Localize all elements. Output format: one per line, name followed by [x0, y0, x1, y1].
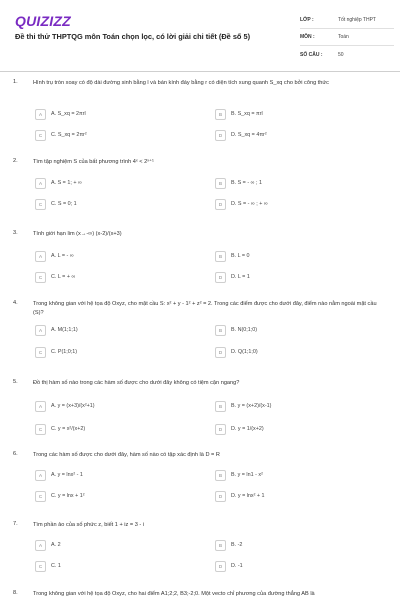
meta-value: 50: [338, 51, 344, 58]
option-text: C. y = x²/(x+2): [51, 426, 86, 432]
option-letter: A: [35, 178, 46, 189]
option-c[interactable]: [35, 422, 205, 436]
option-letter: C: [35, 130, 46, 141]
option-text: A. M(1;1;1): [51, 327, 78, 333]
option-a[interactable]: [35, 323, 205, 337]
meta-row-class: [300, 12, 394, 29]
option-text: C. P(1;0;1): [51, 349, 78, 355]
quizizz-logo: QUIZIZZ: [15, 13, 71, 29]
option-a[interactable]: [35, 249, 205, 263]
option-a[interactable]: [35, 176, 205, 190]
option-a[interactable]: [35, 538, 205, 552]
option-letter: D: [215, 424, 226, 435]
option-letter: D: [215, 491, 226, 502]
option-b[interactable]: [215, 468, 385, 482]
option-letter: B: [215, 109, 226, 120]
option-text: B. N(0;1;0): [231, 327, 258, 333]
option-letter: B: [215, 401, 226, 412]
question-text: Trong không gian với hệ tọa độ Oxyz, cho hai điểm A1;2;2, B3;-2;0. Một vecto chỉ phương của đường thẳng AB là: [33, 591, 315, 597]
option-letter: D: [215, 130, 226, 141]
option-letter: A: [35, 251, 46, 262]
document-title: Đề thi thử THPTQG môn Toán chọn lọc, có lời giải chi tiết (Đề số 5): [15, 32, 251, 41]
option-text: A. y = (x+3)/(x²+1): [51, 403, 95, 409]
option-text: D. -1: [231, 563, 243, 569]
option-text: B. S_xq = πrl: [231, 111, 263, 117]
question-number: 5.: [13, 379, 18, 385]
option-letter: B: [215, 470, 226, 481]
option-letter: D: [215, 199, 226, 210]
question-number: 8.: [13, 590, 18, 596]
question-text: Tìm tập nghiệm S của bất phương trình 4ˣ < 2ˣ⁺¹: [33, 159, 154, 165]
option-letter: A: [35, 325, 46, 336]
question-number: 3.: [13, 230, 18, 236]
option-text: D. y = 1/(x+2): [231, 426, 264, 432]
option-text: B. y = ln1 - x²: [231, 472, 263, 478]
option-letter: D: [215, 561, 226, 572]
option-letter: A: [35, 109, 46, 120]
option-b[interactable]: [215, 107, 385, 121]
option-text: C. S_xq = 2πr²: [51, 132, 87, 138]
option-a[interactable]: [35, 399, 205, 413]
option-a[interactable]: [35, 107, 205, 121]
question-text: Trong các hàm số được cho dưới đây, hàm số nào có tập xác định là D = R: [33, 452, 220, 458]
option-letter: B: [215, 178, 226, 189]
option-d[interactable]: [215, 489, 385, 503]
option-letter: C: [35, 199, 46, 210]
meta-value: Toán: [338, 34, 349, 40]
option-letter: D: [215, 272, 226, 283]
question-number: 6.: [13, 451, 18, 457]
option-text: D. y = lnx² + 1: [231, 493, 265, 499]
option-text: C. S = 0; 1: [51, 201, 77, 207]
question-text: Trong không gian với hệ tọa độ Oxyz, cho mặt cầu S: x² + y - 1² + z² = 2. Trong các điểm được cho dưới đây, điểm nào nằm ngoài mặt cầu (S)?: [33, 301, 377, 316]
question-number: 2.: [13, 158, 18, 164]
meta-row-subject: [300, 29, 394, 46]
option-c[interactable]: [35, 128, 205, 142]
document-header: [0, 0, 400, 72]
option-a[interactable]: [35, 468, 205, 482]
option-text: A. S = 1; + ∞: [51, 180, 82, 186]
option-d[interactable]: [215, 197, 385, 211]
question-text: Tính giới hạn lim (x→-∞) (x-2)/(x+3): [33, 231, 122, 237]
meta-key: MÔN :: [300, 34, 315, 40]
option-d[interactable]: [215, 559, 385, 573]
option-b[interactable]: [215, 399, 385, 413]
meta-table: [300, 12, 394, 63]
option-letter: C: [35, 347, 46, 358]
option-text: A. 2: [51, 542, 61, 548]
option-letter: C: [35, 272, 46, 283]
option-letter: C: [35, 424, 46, 435]
option-c[interactable]: [35, 270, 205, 284]
option-letter: A: [35, 540, 46, 551]
option-letter: C: [35, 491, 46, 502]
option-c[interactable]: [35, 489, 205, 503]
option-letter: B: [215, 251, 226, 262]
option-letter: D: [215, 347, 226, 358]
option-text: D. L = 1: [231, 274, 250, 280]
option-text: B. S = - ∞ ; 1: [231, 180, 262, 186]
option-text: A. L = - ∞: [51, 253, 74, 259]
option-b[interactable]: [215, 249, 385, 263]
question-number: 4.: [13, 300, 18, 306]
option-letter: C: [35, 561, 46, 572]
option-c[interactable]: [35, 197, 205, 211]
meta-key: LỚP :: [300, 17, 314, 23]
option-c[interactable]: [35, 345, 205, 359]
question-number: 1.: [13, 79, 18, 85]
option-b[interactable]: [215, 323, 385, 337]
option-letter: A: [35, 401, 46, 412]
option-d[interactable]: [215, 128, 385, 142]
question-text: Tìm phần ảo của số phức z, biết 1 + iz = 3 - i: [33, 522, 145, 528]
option-b[interactable]: [215, 176, 385, 190]
meta-value: Tốt nghiệp THPT: [338, 17, 376, 23]
option-d[interactable]: [215, 422, 385, 436]
option-c[interactable]: [35, 559, 205, 573]
option-d[interactable]: [215, 345, 385, 359]
option-text: B. -2: [231, 542, 243, 548]
option-d[interactable]: [215, 270, 385, 284]
option-text: C. 1: [51, 563, 61, 569]
option-text: C. y = lnx + 1²: [51, 493, 85, 499]
option-text: D. S = - ∞ ; + ∞: [231, 201, 268, 207]
option-b[interactable]: [215, 538, 385, 552]
option-text: A. y = lnx² - 1: [51, 472, 83, 478]
question-number: 7.: [13, 521, 18, 527]
option-text: C. L = + ∞: [51, 274, 76, 280]
option-text: D. S_xq = 4πr²: [231, 132, 267, 138]
option-text: D. Q(1;1;0): [231, 349, 258, 355]
option-letter: B: [215, 325, 226, 336]
option-text: B. L = 0: [231, 253, 250, 259]
question-text: Hình trụ tròn xoay có độ dài đường sinh bằng l và bán kính đáy bằng r có diện tích xung quanh S_xq cho bởi công thức: [33, 80, 329, 86]
option-text: B. y = (x+2)/(x-1): [231, 403, 272, 409]
option-letter: B: [215, 540, 226, 551]
question-text: Đồ thị hàm số nào trong các hàm số được cho dưới đây không có tiệm cận ngang?: [33, 380, 240, 386]
meta-row-count: [300, 46, 394, 63]
meta-key: SỐ CÂU :: [300, 51, 323, 58]
option-letter: A: [35, 470, 46, 481]
option-text: A. S_xq = 2πrl: [51, 111, 86, 117]
